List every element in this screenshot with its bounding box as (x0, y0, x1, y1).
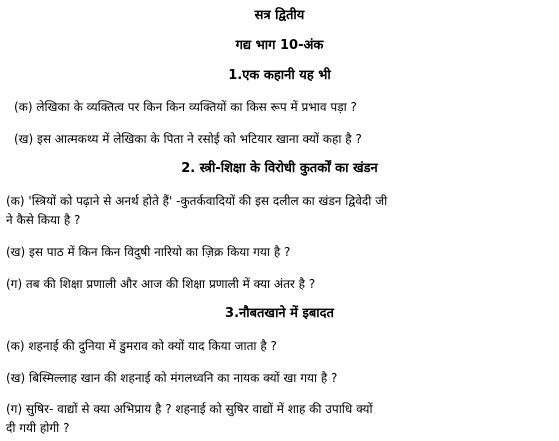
question-text: (ग) सुषिर- वाद्यों से क्या अभिप्राय है ? शहनाई को सुषिर वाद्यों में शाह की उपाधि क्यों (6, 402, 373, 416)
chapter-title: 1.एक कहानी यह भी (228, 68, 331, 83)
chapter-title: 2. स्त्री-शिक्षा के विरोधी कुतर्कों का खंडन (181, 161, 378, 176)
chapter-title: 3.नौबतखाने में इबादत (225, 306, 334, 321)
question-text: (ख) बिस्मिल्लाह खान की शहनाई को मंगलध्वनि का नायक क्यों खा गया है ? (6, 371, 338, 385)
question-text: (ख) इस पाठ में किन किन विदुषी नारियो का ज़िक्र किया गया है ? (6, 245, 291, 259)
question-text: दी गयी होगी ? (6, 421, 70, 435)
question-text: ने कैसे किया है ? (6, 213, 81, 227)
section-heading: गद्य भाग 10-अंक (235, 38, 324, 53)
question-text: (क) शहनाई की दुनिया में डुमराव को क्यों याद किया जाता है ? (6, 339, 277, 353)
question-text: (क) 'स्त्रियों को पढ़ाने से अनर्थ होते हैं' -कुतर्कवादियों की इस दलील का खंडन द्विवेदी जी (6, 194, 388, 208)
question-text: (ग) तब की शिक्षा प्रणाली और आज की शिक्षा प्रणाली में क्या अंतर है ? (6, 277, 316, 291)
session-heading: सत्र द्वितीय (254, 8, 305, 23)
question-text: (क) लेखिका के व्यक्तित्व पर किन किन व्यक्तियों का किस रूप में प्रभाव पड़ा ? (14, 100, 357, 114)
question-text: (ख) इस आत्मकथ्य में लेखिका के पिता ने रसोई को भटियार खाना क्यों कहा है ? (14, 132, 362, 146)
